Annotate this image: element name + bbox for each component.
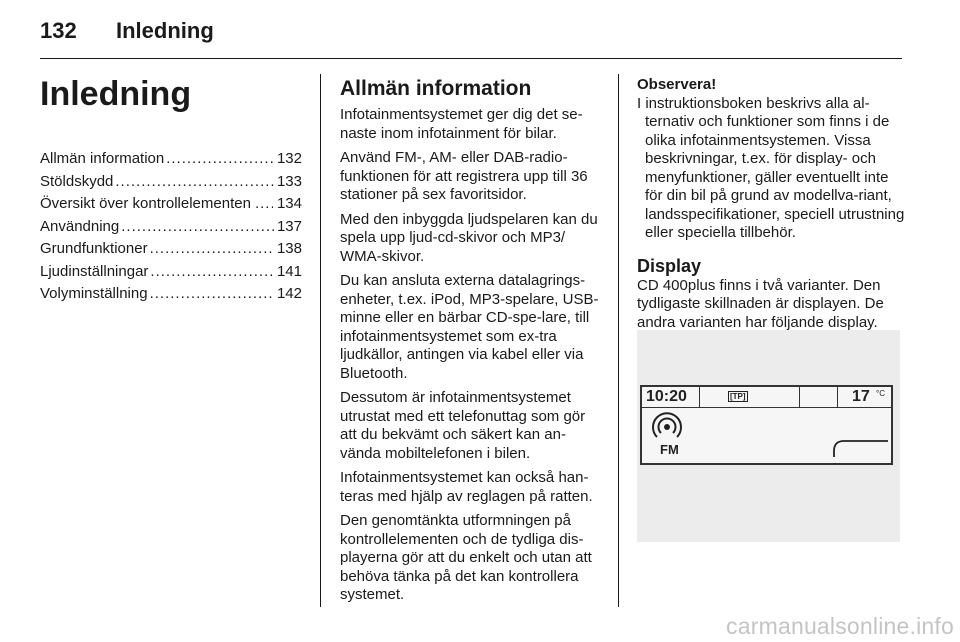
note-box — [637, 76, 905, 243]
lcd-cell — [700, 387, 800, 407]
toc-item-label: Grundfunktioner — [40, 240, 148, 257]
general-info-column — [340, 76, 604, 611]
temperature-unit: °C — [876, 389, 885, 398]
lcd-curve-graphic — [830, 437, 890, 464]
lcd-cell — [800, 387, 838, 407]
toc-item[interactable] — [40, 171, 302, 194]
toc-item-label: Allmän information — [40, 150, 165, 167]
toc-leader — [121, 216, 275, 239]
toc-item-label: Ljudinställningar — [40, 262, 149, 280]
page-header — [40, 18, 902, 59]
display-heading: Display — [637, 255, 702, 276]
tp-badge: [TP] — [730, 392, 746, 401]
temperature-value: 17 — [852, 388, 870, 405]
chapter-title: Inledning — [40, 75, 192, 113]
clock-time: 10:20 — [646, 388, 687, 405]
body-paragraph: Du kan ansluta externa datalagrings-enheter, t.ex. iPod, MP3-spelare, USB-minne eller en bärbar CD-spe-lare, till infotainmentsystemet som ex-tra ljudkällor, antingen via kabel eller via Bluetooth. — [340, 272, 599, 382]
note-column — [637, 76, 905, 332]
column-divider — [320, 74, 321, 607]
chapter-column — [40, 72, 302, 306]
toc-item-label: Översikt över kontrollelementen — [40, 195, 251, 212]
toc-leader — [115, 171, 275, 194]
table-of-contents — [40, 148, 302, 306]
toc-item-page: 138 — [276, 240, 302, 257]
toc-item-page: 142 — [276, 285, 302, 302]
section-title: Allmän information — [340, 77, 532, 100]
toc-item-label: Volyminställning — [40, 285, 148, 302]
display-paragraph: CD 400plus finns i två varianter. Den tydligaste skillnaden är displayen. De andra varianten har följande display. — [637, 276, 884, 331]
toc-item-page: 132 — [276, 150, 302, 167]
display-illustration — [637, 330, 900, 542]
body-paragraph: Använd FM-, AM- eller DAB-radio-funktionen för att registrera upp till 36 stationer på sex favoritsidor. — [340, 149, 588, 203]
note-body: I instruktionsboken beskrivs alla al-ternativ och funktioner som finns i de olika infotainmentsystemen. Vissa beskrivningar, t.ex. för display- och menyfunktioner, gäller eventuellt inte för din bil på grund av modellva-riant, landsspecifikationer, speciell utrustning eller speciella tillbehör. — [637, 94, 905, 241]
body-paragraph: Den genomtänkta utformningen på kontrollelementen och de tydliga dis-playerna gör att du enkelt och utan att behöva tänka på det kan kontrollera systemet. — [340, 512, 592, 603]
toc-leader — [255, 193, 273, 216]
toc-item[interactable] — [40, 261, 302, 284]
toc-item-page: 141 — [276, 262, 302, 280]
lcd-screen — [640, 385, 893, 465]
running-title: Inledning — [116, 18, 214, 43]
band-label: FM — [660, 442, 679, 457]
toc-leader — [166, 148, 275, 171]
toc-item[interactable] — [40, 216, 302, 239]
toc-item[interactable] — [40, 193, 302, 216]
body-paragraph: Infotainmentsystemet kan också han-teras med hjälp av reglagen på ratten. — [340, 469, 593, 505]
toc-item-page: 134 — [276, 195, 302, 212]
toc-item-label: Stöldskydd — [40, 172, 114, 190]
toc-item[interactable] — [40, 283, 302, 306]
watermark: carmanualsonline.info — [726, 613, 954, 639]
toc-leader — [150, 283, 275, 306]
body-paragraph: Dessutom är infotainmentsystemet utrustat med ett telefonuttag som gör att du bekvämt och säkert kan an-vända mobiltelefonen i bilen. — [340, 389, 586, 462]
toc-item-page: 137 — [276, 217, 302, 235]
toc-leader — [150, 238, 275, 261]
body-paragraph: Infotainmentsystemet ger dig det se-naste inom infotainment för bilar. — [340, 106, 583, 142]
toc-leader — [150, 261, 275, 284]
note-title: Observera! — [637, 76, 717, 93]
page-number: 132 — [40, 18, 77, 43]
column-divider — [618, 74, 619, 607]
body-paragraph: Med den inbyggda ljudspelaren kan du spela upp ljud-cd-skivor och MP3/ WMA-skivor. — [340, 210, 598, 265]
toc-item-page: 133 — [276, 172, 302, 190]
toc-item[interactable] — [40, 148, 302, 171]
toc-item[interactable] — [40, 238, 302, 261]
toc-item-label: Användning — [40, 217, 120, 235]
